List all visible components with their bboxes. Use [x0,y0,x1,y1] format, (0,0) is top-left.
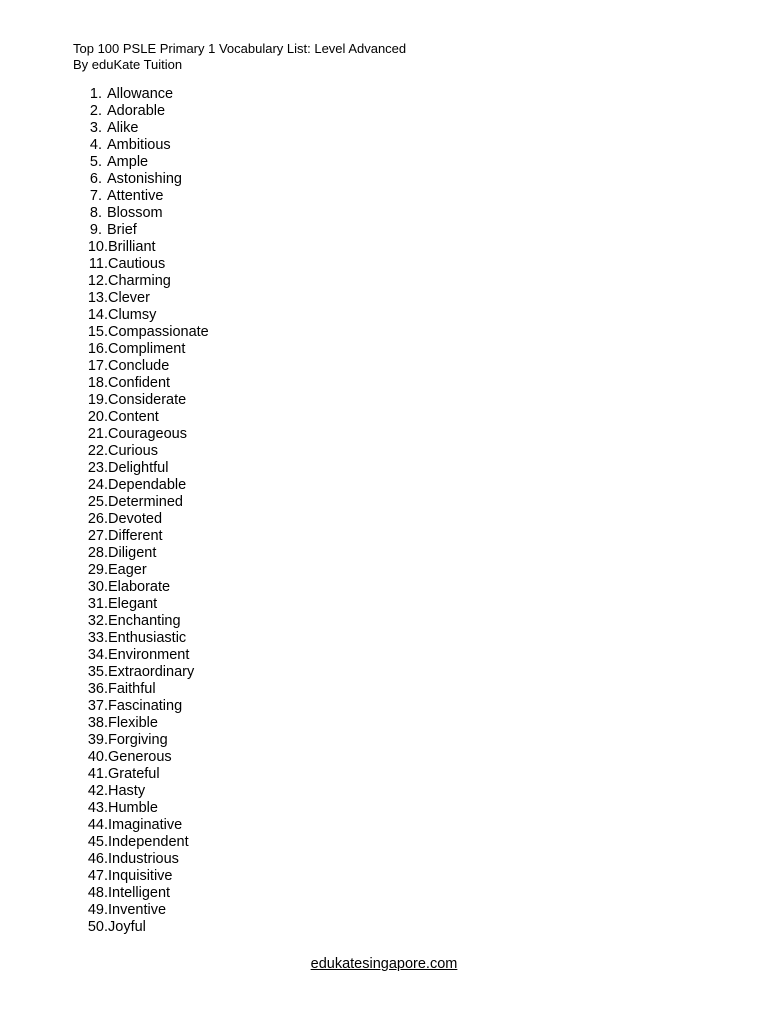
list-item-number: 34. [87,647,108,663]
list-item [73,494,209,511]
list-item [73,103,209,120]
list-item-word: Inventive [108,902,167,918]
list-item [73,681,209,698]
list-item [73,613,209,630]
list-item-word: Brief [107,222,137,238]
list-item [73,868,209,885]
list-item [73,341,209,358]
list-item-number: 5. [89,154,102,170]
list-item-number: 44. [87,817,108,833]
list-item-word: Considerate [108,392,187,408]
list-item-number: 6. [89,171,102,187]
website-link[interactable]: edukatesingapore.com [310,956,458,972]
list-item-word: Extraordinary [108,664,195,680]
list-item [73,256,209,273]
list-item-word: Compliment [108,341,186,357]
list-item-number: 19. [87,392,108,408]
list-item-word: Adorable [107,103,166,119]
list-item-word: Industrious [108,851,179,867]
list-item-word: Generous [108,749,172,765]
list-item-number: 31. [87,596,108,612]
list-item [73,222,209,239]
list-item-number: 33. [87,630,108,646]
list-item-word: Conclude [108,358,170,374]
list-item [73,902,209,919]
list-item-number: 40. [87,749,108,765]
list-item-word: Diligent [108,545,157,561]
list-item [73,664,209,681]
list-item [73,171,209,188]
list-item-word: Compassionate [108,324,209,340]
list-item-number: 25. [87,494,108,510]
list-item-number: 45. [87,834,108,850]
list-item [73,426,209,443]
list-item-word: Humble [108,800,158,816]
list-item-number: 4. [89,137,102,153]
list-item-number: 23. [87,460,108,476]
list-item-word: Blossom [107,205,163,221]
list-item-word: Astonishing [107,171,182,187]
list-item [73,562,209,579]
list-item [73,188,209,205]
list-item-word: Grateful [108,766,160,782]
document-header [73,41,406,73]
list-item-word: Confident [108,375,171,391]
list-item [73,749,209,766]
list-item [73,307,209,324]
list-item-word: Joyful [108,919,146,935]
list-item [73,154,209,171]
list-item-number: 28. [87,545,108,561]
list-item-word: Devoted [108,511,163,527]
list-item-number: 39. [87,732,108,748]
vocabulary-list [73,86,209,936]
list-item-word: Forgiving [108,732,168,748]
list-item-number: 12. [87,273,108,289]
list-item-word: Cautious [108,256,166,272]
list-item-number: 24. [87,477,108,493]
list-item-word: Elegant [108,596,158,612]
list-item [73,919,209,936]
list-item [73,120,209,137]
list-item [73,630,209,647]
footer [0,955,768,973]
list-item [73,596,209,613]
list-item [73,273,209,290]
list-item-word: Charming [108,273,171,289]
list-item [73,766,209,783]
list-item-word: Fascinating [108,698,183,714]
list-item-word: Elaborate [108,579,171,595]
list-item [73,851,209,868]
list-item-number: 3. [89,120,102,136]
list-item-number: 17. [87,358,108,374]
list-item-number: 32. [87,613,108,629]
list-item-number: 29. [87,562,108,578]
list-item [73,783,209,800]
list-item-word: Clumsy [108,307,157,323]
list-item-number: 47. [87,868,108,884]
list-item-number: 46. [87,851,108,867]
list-item [73,800,209,817]
list-item-word: Ambitious [107,137,171,153]
list-item [73,715,209,732]
list-item [73,732,209,749]
list-item [73,460,209,477]
list-item-number: 8. [89,205,102,221]
list-item [73,885,209,902]
list-item-number: 49. [87,902,108,918]
list-item-number: 20. [87,409,108,425]
list-item-word: Delightful [108,460,169,476]
list-item-number: 11. [88,256,108,272]
list-item-number: 38. [87,715,108,731]
list-item-word: Determined [108,494,183,510]
list-item-number: 2. [89,103,102,119]
list-item [73,239,209,256]
list-item-number: 16. [87,341,108,357]
list-item-word: Hasty [108,783,146,799]
list-item-number: 14. [87,307,108,323]
list-item-number: 1. [89,86,102,102]
list-item [73,375,209,392]
list-item [73,86,209,103]
list-item-number: 7. [89,188,102,204]
list-item-word: Curious [108,443,158,459]
list-item-word: Intelligent [108,885,171,901]
list-item [73,324,209,341]
list-item-word: Content [108,409,159,425]
list-item [73,358,209,375]
list-item [73,205,209,222]
list-item-word: Courageous [108,426,187,442]
list-item-number: 27. [87,528,108,544]
list-item [73,477,209,494]
list-item-word: Environment [108,647,190,663]
list-item-number: 18. [87,375,108,391]
list-item-word: Alike [107,120,139,136]
list-item-word: Independent [108,834,189,850]
list-item-number: 13. [87,290,108,306]
list-item-number: 35. [87,664,108,680]
list-item-number: 36. [87,681,108,697]
list-item-number: 30. [87,579,108,595]
list-item-number: 41. [87,766,108,782]
list-item [73,647,209,664]
list-item [73,545,209,562]
list-item-word: Enchanting [108,613,181,629]
list-item-number: 26. [87,511,108,527]
list-item-word: Different [108,528,163,544]
document-title: Top 100 PSLE Primary 1 Vocabulary List: Level Advanced [73,41,407,56]
list-item-word: Clever [108,290,150,306]
list-item [73,511,209,528]
list-item-number: 10. [87,239,108,255]
list-item [73,528,209,545]
list-item-word: Eager [108,562,147,578]
document-byline: By eduKate Tuition [73,57,183,72]
list-item [73,579,209,596]
list-item-number: 50. [87,919,108,935]
list-item-word: Imaginative [108,817,183,833]
list-item-number: 43. [87,800,108,816]
list-item-number: 21. [87,426,108,442]
list-item-word: Allowance [107,86,174,102]
list-item [73,817,209,834]
list-item [73,290,209,307]
list-item-word: Enthusiastic [108,630,187,646]
list-item [73,834,209,851]
list-item-number: 48. [87,885,108,901]
list-item-number: 22. [87,443,108,459]
list-item [73,392,209,409]
list-item-word: Faithful [108,681,156,697]
list-item-word: Ample [107,154,149,170]
list-item-number: 15. [87,324,108,340]
list-item-word: Attentive [107,188,164,204]
list-item [73,137,209,154]
list-item-word: Brilliant [108,239,156,255]
list-item [73,698,209,715]
list-item-word: Inquisitive [108,868,173,884]
list-item-number: 9. [89,222,102,238]
list-item-number: 42. [87,783,108,799]
list-item-number: 37. [87,698,108,714]
list-item-word: Flexible [108,715,158,731]
list-item [73,409,209,426]
list-item [73,443,209,460]
list-item-word: Dependable [108,477,187,493]
